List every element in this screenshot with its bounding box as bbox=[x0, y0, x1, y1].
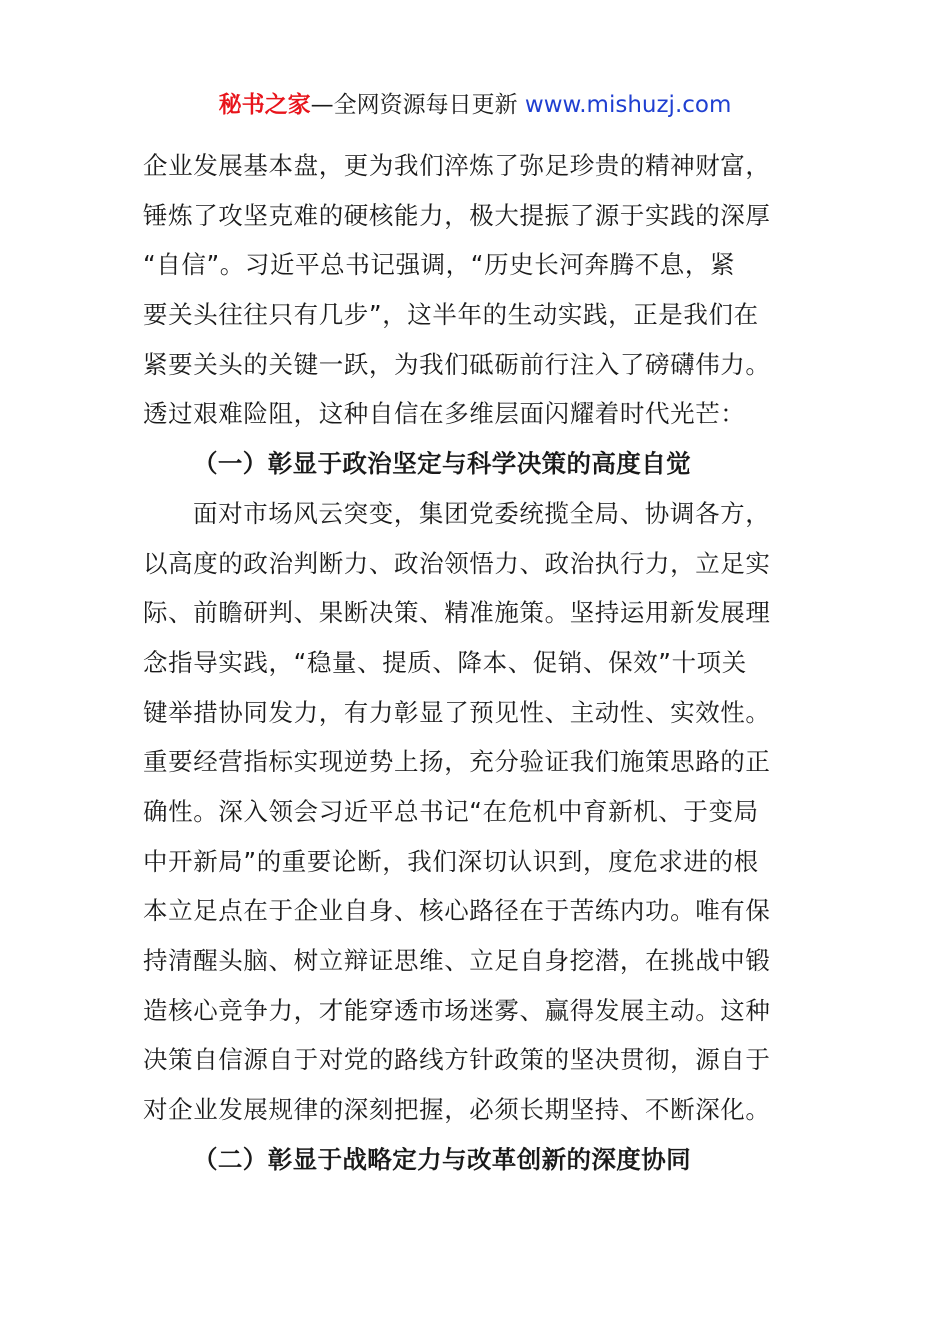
paragraph-line: 键举措协同发力，有力彰显了预见性、主动性、实效性。 bbox=[143, 697, 771, 727]
paragraph-line: 中开新局”的重要论断，我们深切认识到，度危求进的根 bbox=[143, 846, 759, 876]
site-url-link[interactable]: www.mishuzj.com bbox=[524, 92, 732, 118]
paragraph-line: 念指导实践，“稳量、提质、降本、促销、保效”十项关 bbox=[143, 647, 747, 677]
paragraph-line: 面对市场风云突变，集团党委统揽全局、协调各方， bbox=[193, 498, 771, 528]
page-header bbox=[0, 88, 950, 122]
paragraph-line: 透过艰难险阻，这种自信在多维层面闪耀着时代光芒： bbox=[143, 399, 746, 429]
paragraph-line: 造核心竞争力，才能穿透市场迷雾、赢得发展主动。这种 bbox=[143, 995, 771, 1025]
paragraph-line: 要关头往往只有几步”，这半年的生动实践，正是我们在 bbox=[143, 300, 759, 330]
site-tagline: —全网资源每日更新 bbox=[310, 92, 525, 118]
paragraph-line: 持清醒头脑、树立辩证思维、立足自身挖潜，在挑战中锻 bbox=[143, 946, 771, 975]
paragraph-line: 确性。深入领会习近平总书记“在危机中育新机、于变局 bbox=[143, 796, 759, 826]
paragraph-line: 本立足点在于企业自身、核心路径在于苦练内功。唯有保 bbox=[143, 896, 771, 926]
paragraph-line: 紧要关头的关键一跃，为我们砥砺前行注入了磅礴伟力。 bbox=[143, 349, 771, 379]
paragraph-line: 际、前瞻研判、果断决策、精准施策。坚持运用新发展理 bbox=[143, 598, 771, 628]
document-body bbox=[143, 141, 813, 1184]
section-heading-1: （一）彰显于政治坚定与科学决策的高度自觉 bbox=[193, 449, 691, 479]
paragraph-line: 对企业发展规律的深刻把握，必须长期坚持、不断深化。 bbox=[143, 1095, 771, 1125]
paragraph-line: 锤炼了攻坚克难的硬核能力，极大提振了源于实践的深厚 bbox=[143, 200, 771, 230]
paragraph-line: 决策自信源自于对党的路线方针政策的坚决贯彻，源自于 bbox=[143, 1045, 771, 1075]
paragraph-line: 以高度的政治判断力、政治领悟力、政治执行力，立足实 bbox=[143, 548, 771, 578]
paragraph-line: 重要经营指标实现逆势上扬，充分验证我们施策思路的正 bbox=[143, 747, 771, 777]
site-brand: 秘书之家 bbox=[218, 92, 311, 118]
section-heading-2: （二）彰显于战略定力与改革创新的深度协同 bbox=[193, 1144, 691, 1174]
paragraph-line: 企业发展基本盘，更为我们淬炼了弥足珍贵的精神财富， bbox=[143, 151, 771, 180]
paragraph-line: “自信”。习近平总书记强调，“历史长河奔腾不息，紧 bbox=[143, 250, 736, 280]
